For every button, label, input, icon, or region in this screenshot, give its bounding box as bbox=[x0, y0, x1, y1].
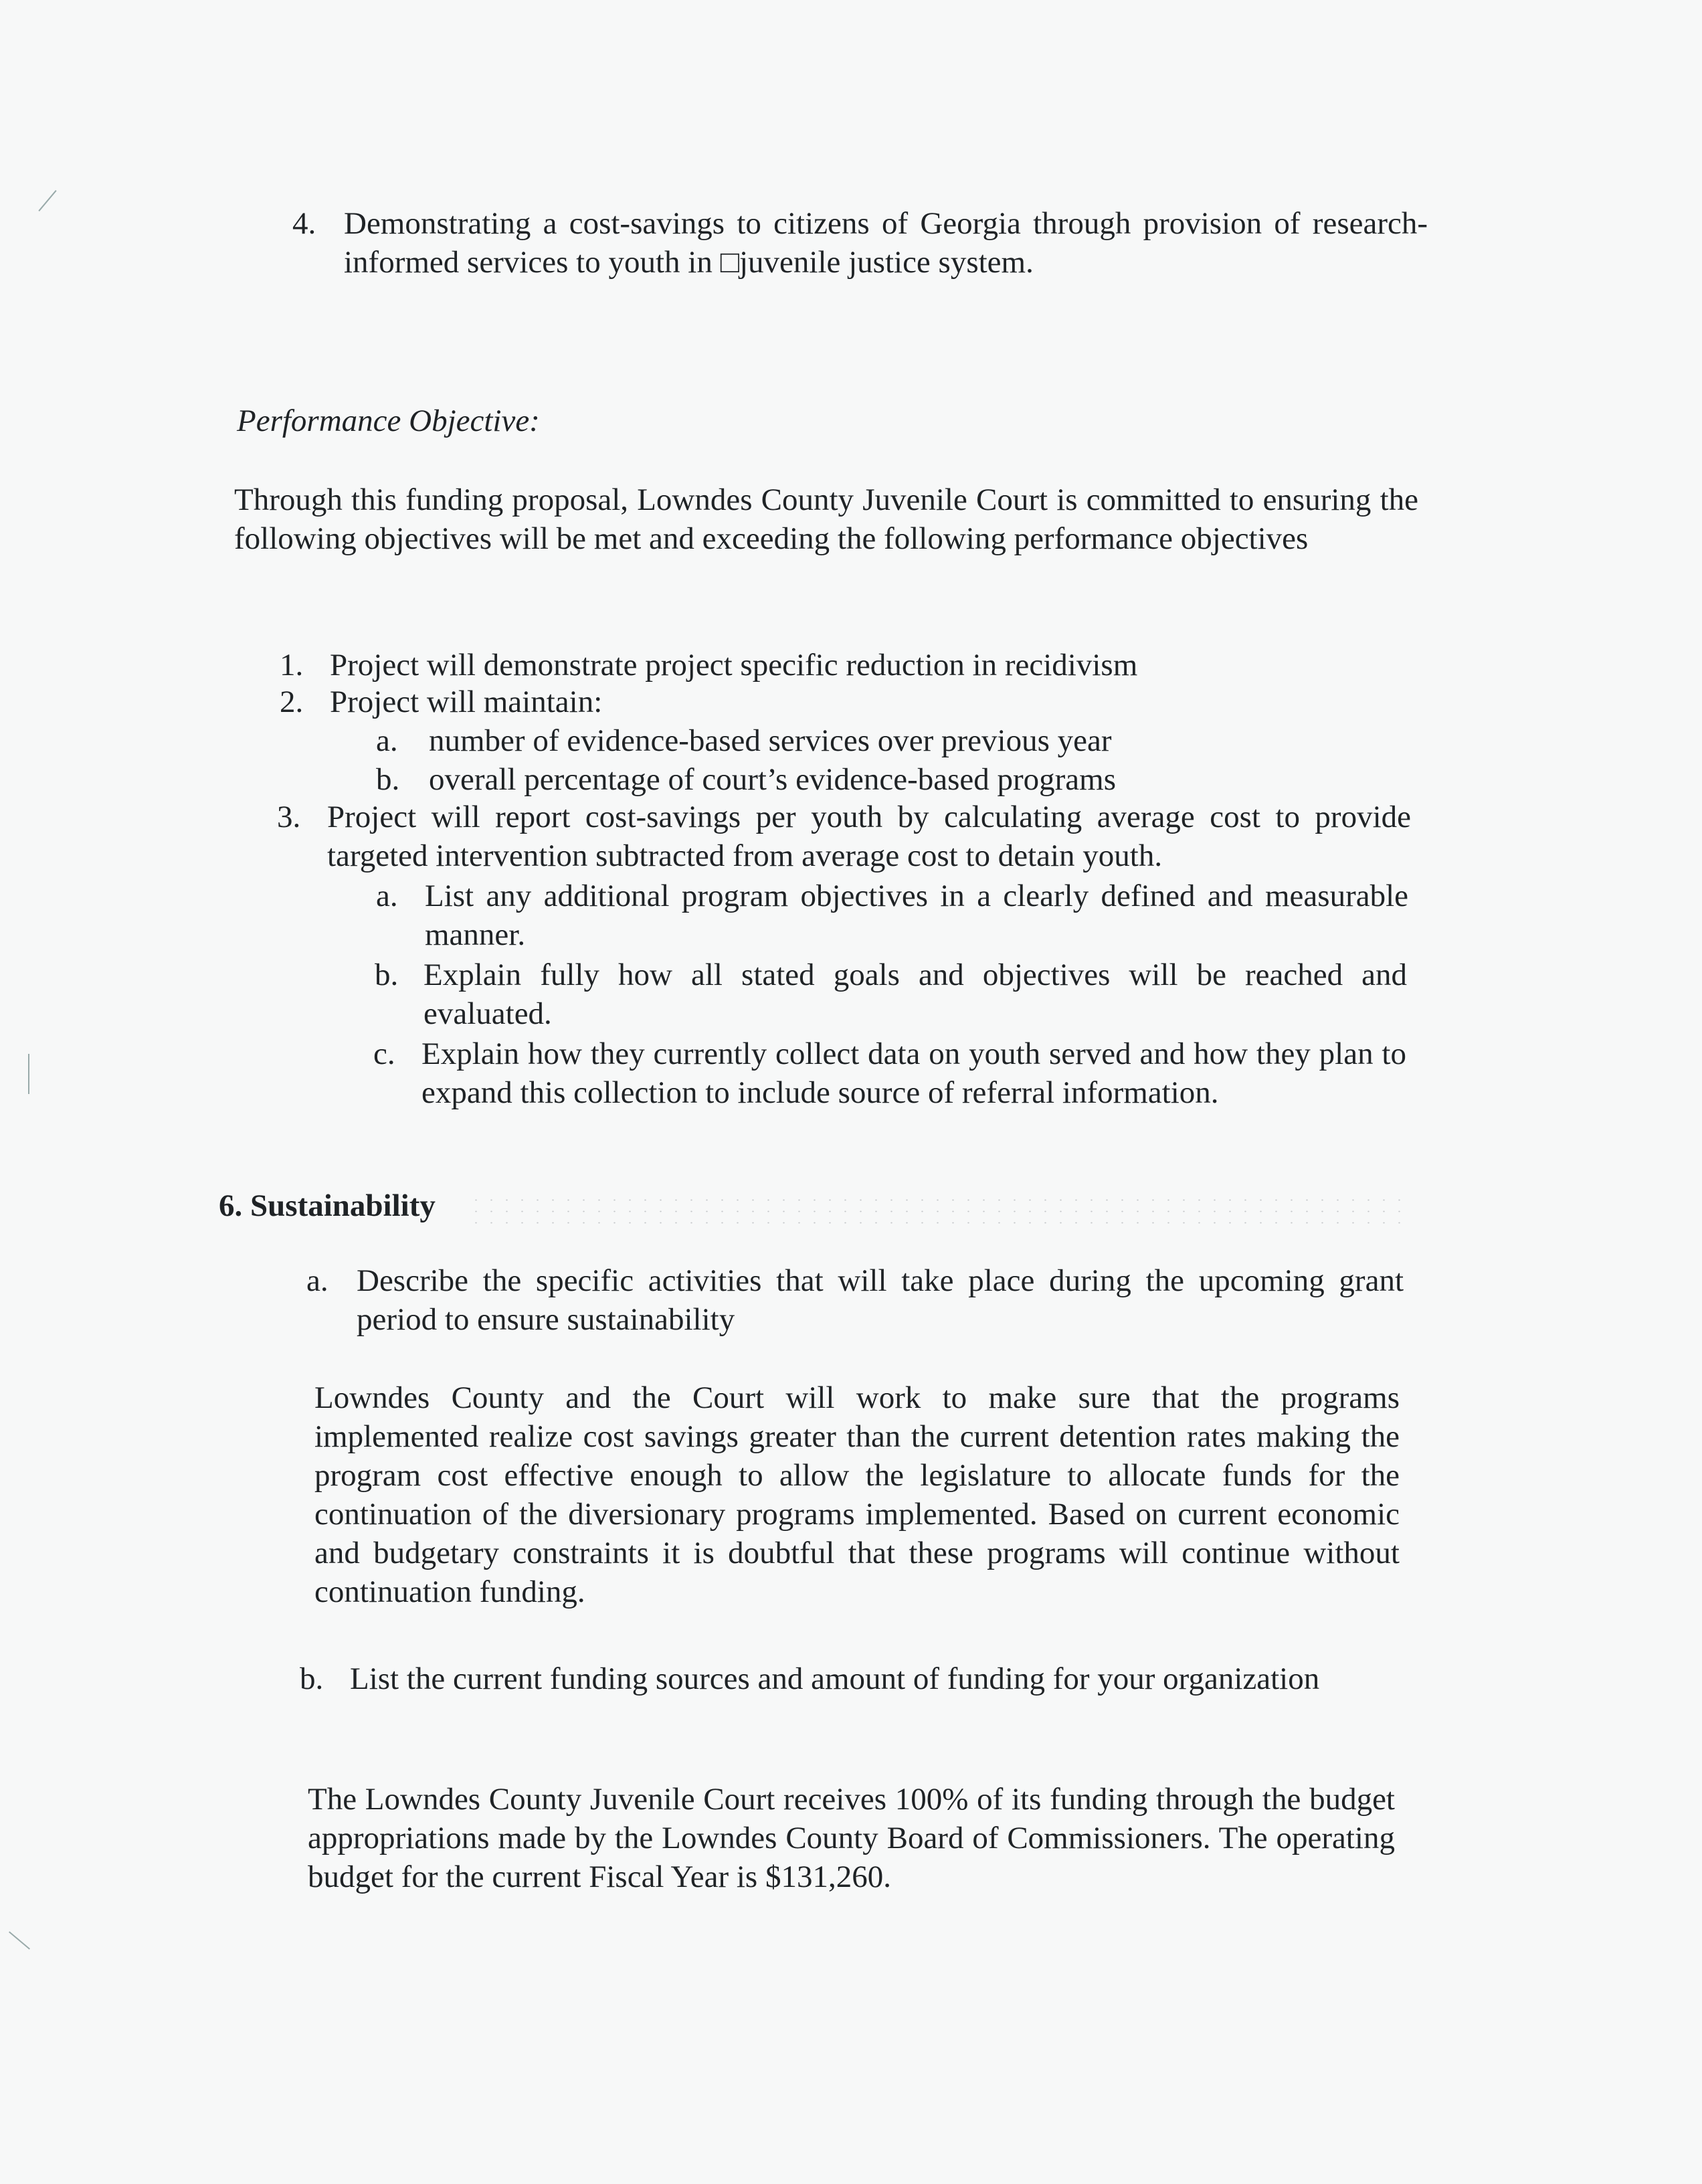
objective-3a-text: List any additional program objectives in a clearly defined and measurable manner. bbox=[425, 879, 1408, 952]
objective-3-number: 3. bbox=[277, 800, 301, 834]
objective-2a-text: number of evidence-based services over previous year bbox=[429, 723, 1112, 758]
objective-3b-text: Explain fully how all stated goals and objectives will be reached and evaluated. bbox=[423, 958, 1407, 1031]
question-b-answer: The Lowndes County Juvenile Court receives 100% of its funding through the budget appropriations made by the Lowndes County Board of Commissioners. The operating budget for the current Fiscal Year is $131,260. bbox=[308, 1782, 1395, 1894]
question-a-answer: Lowndes County and the Court will work to make sure that the programs implemented realize cost savings greater than the current detention rates making the program cost effective enough to allow the legislature to allocate funds for the continuation of the diversionary programs implemented. Based on current economic and budgetary constraints it is doubtful that these programs will continue without continuation funding. bbox=[314, 1380, 1400, 1609]
sustainability-heading: 6. Sustainability bbox=[219, 1188, 436, 1223]
objective-1-text: Project will demonstrate project specific reduction in recidivism bbox=[330, 648, 1138, 682]
objective-2-number: 2. bbox=[280, 685, 304, 719]
objective-3-text: Project will report cost-savings per youth by calculating average cost to provide targeted intervention subtracted from average cost to detain youth. bbox=[327, 800, 1411, 873]
objective-3c-letter: c. bbox=[373, 1036, 395, 1071]
objective-3b-letter: b. bbox=[375, 958, 399, 992]
scan-mark bbox=[38, 190, 56, 211]
question-b-text: List the current funding sources and amount of funding for your organization bbox=[350, 1661, 1320, 1696]
question-a-text: Describe the specific activities that will take place during the upcoming grant period to ensure sustainability bbox=[357, 1263, 1404, 1337]
objective-1-number: 1. bbox=[280, 648, 304, 682]
objective-2b-text: overall percentage of court’s evidence-based programs bbox=[429, 762, 1117, 797]
goal-4-number: 4. bbox=[292, 206, 316, 241]
objective-3c-text: Explain how they currently collect data on youth served and how they plan to expand this collection to include source of referral information. bbox=[421, 1036, 1406, 1110]
objective-2b-letter: b. bbox=[376, 762, 400, 797]
objective-2-text: Project will maintain: bbox=[330, 685, 603, 719]
performance-heading: Performance Objective: bbox=[237, 403, 540, 438]
scan-noise bbox=[468, 1194, 1405, 1228]
performance-intro: Through this funding proposal, Lowndes County Juvenile Court is committed to ensuring the following objectives will be met and exceeding the following performance objectives bbox=[234, 482, 1418, 556]
scan-mark bbox=[9, 1931, 30, 1949]
objective-2a-letter: a. bbox=[376, 723, 398, 758]
question-a-letter: a. bbox=[306, 1263, 328, 1298]
scan-mark bbox=[28, 1054, 29, 1094]
question-b-letter: b. bbox=[300, 1661, 324, 1696]
goal-4-text: Demonstrating a cost-savings to citizens of Georgia through provision of research-informed services to youth in □juvenile justice system. bbox=[344, 206, 1428, 280]
objective-3a-letter: a. bbox=[376, 879, 398, 913]
